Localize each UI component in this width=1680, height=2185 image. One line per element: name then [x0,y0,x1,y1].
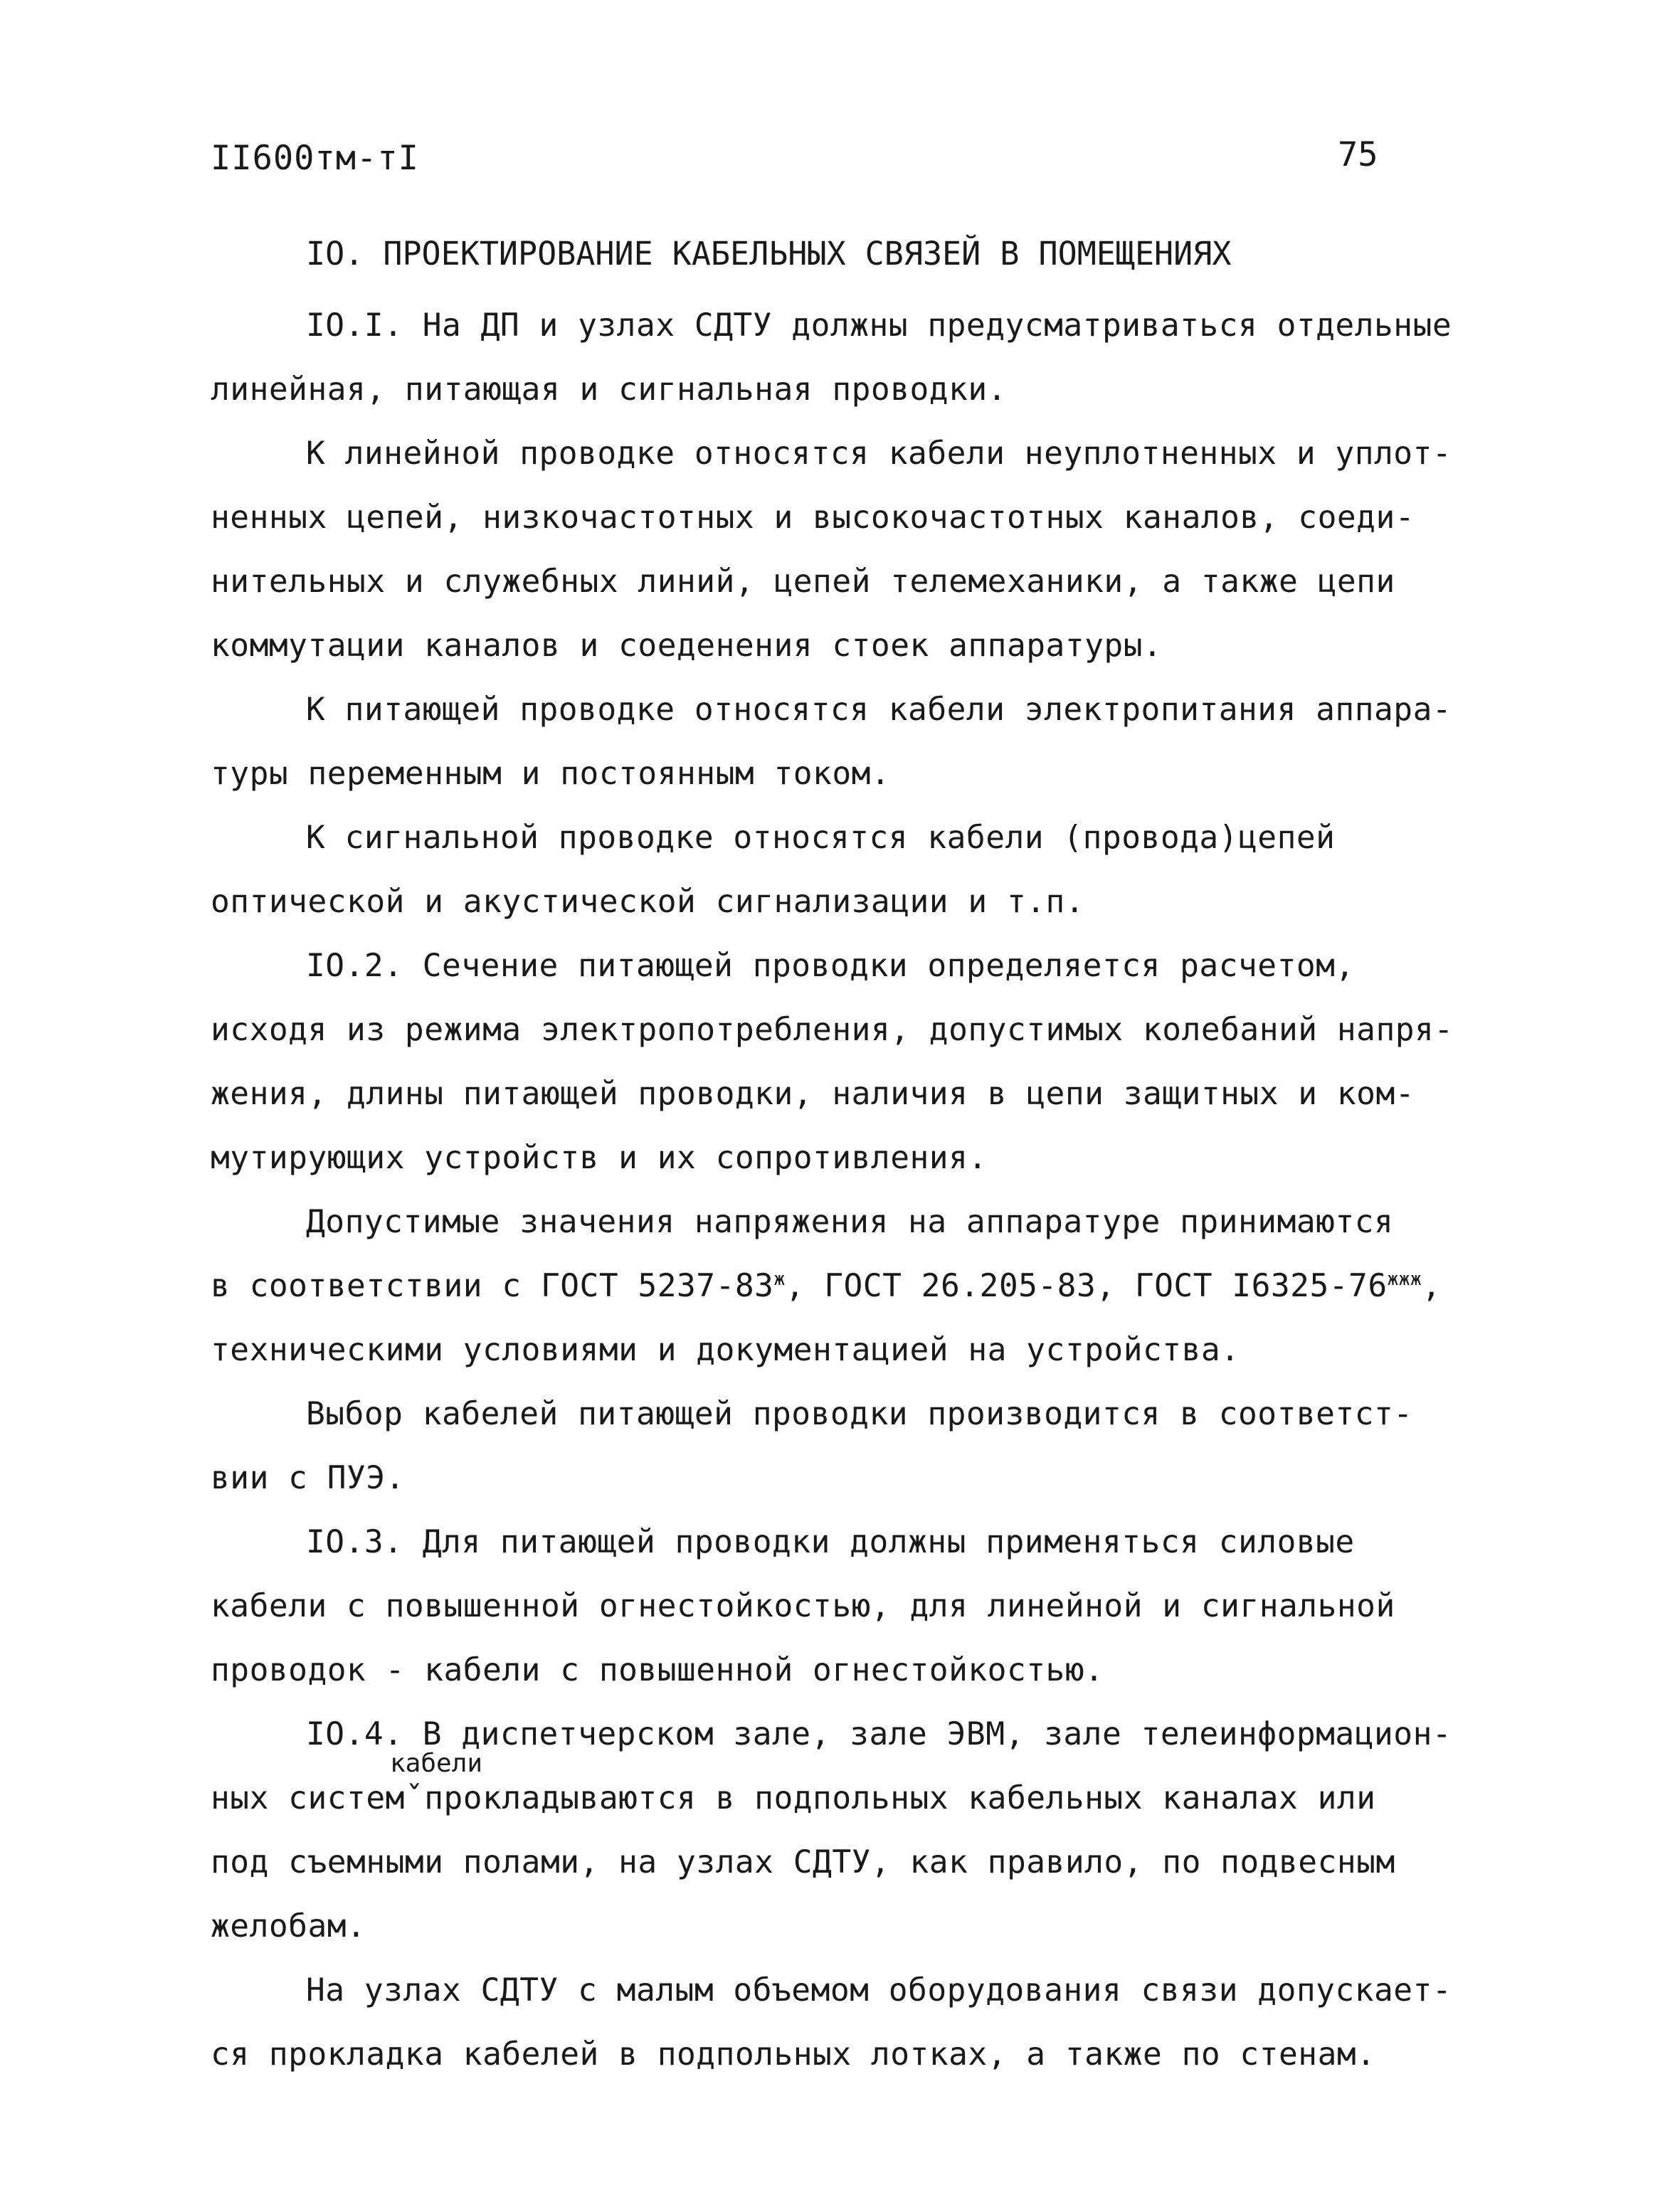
footnote-mark: ж [773,1269,786,1291]
paragraph-line: нительных и служебных линий, цепей телемеханики, а также цепи [211,564,1395,600]
paragraph-line: оптической и акустической сигнализации и т.п. [211,884,1085,920]
paragraph-line: вии с ПУЭ. [211,1460,405,1496]
paragraph-line: кабели с повышенной огнестойкостью, для линейной и сигнальной [211,1588,1395,1624]
paragraph-line: линейная, питающая и сигнальная проводки. [211,371,1007,408]
paragraph-line: IO.3. Для питающей проводки должны применяться силовые [306,1524,1355,1560]
paragraph-line: коммутации каналов и соеденения стоек аппаратуры. [211,628,1163,664]
paragraph-line: туры переменным и постоянным током. [211,756,891,792]
paragraph-line: К питающей проводке относятся кабели электропитания аппара- [306,692,1452,728]
paragraph-line: IO.2. Сечение питающей проводки определяется расчетом, [306,948,1355,984]
section-title: IO. ПРОЕКТИРОВАНИЕ КАБЕЛЬНЫХ СВЯЗЕЙ В ПОМЕЩЕНИЯХ [306,235,1232,273]
paragraph-line: К сигнальной проводке относятся кабели (провода)цепей [306,820,1336,856]
paragraph-line: под съемными полами, на узлах СДТУ, как правило, по подвесным [211,1844,1395,1880]
document-code: II600тм-тI [211,139,419,178]
footnote-mark: жжж [1387,1269,1422,1291]
paragraph-line: На узлах СДТУ с малым объемом оборудования связи допускает- [306,1972,1452,2009]
paragraph-line: ненных цепей, низкочастотных и высокочастотных каналов, соеди- [211,499,1415,536]
gost-text-1: в соответствии с ГОСТ 5237-83 [211,1268,774,1304]
paragraph-line: проводок - кабели с повышенной огнестойкостью. [211,1652,1104,1688]
paragraph-line-insert [211,1780,1376,1816]
paragraph-line: IO.I. На ДП и узлах СДТУ должны предусматриваться отдельные [306,307,1452,344]
insert-caret: ˇ [404,1780,425,1816]
line-part-2: прокладываются в подпольных кабельных каналах или [424,1780,1376,1816]
paragraph-line: жения, длины питающей проводки, наличия в цепи защитных и ком- [211,1076,1415,1112]
gost-text-2: , ГОСТ 26.205-83, ГОСТ I6325-76 [785,1268,1388,1304]
paragraph-line: ся прокладка кабелей в подпольных лотках, а также по стенам. [211,2036,1376,2073]
paragraph-line: мутирующих устройств и их сопротивления. [211,1140,988,1176]
paragraph-line: IO.4. В диспетчерском зале, зале ЭВМ, зале телеинформацион- [306,1716,1452,1752]
paragraph-line: желобам. [211,1908,366,1945]
paragraph-line: исходя из режима электропотребления, допустимых колебаний напря- [211,1012,1454,1048]
paragraph-line-gost [211,1268,1441,1304]
line-part-1: ных систем [211,1780,405,1816]
gost-text-3: , [1422,1268,1442,1304]
handwritten-insert: кабели [390,1749,483,1778]
paragraph-line: Выбор кабелей питающей проводки производится в соответст- [306,1396,1413,1432]
paragraph-line: Допустимые значения напряжения на аппаратуре принимаются [306,1204,1394,1240]
paragraph-line: К линейной проводке относятся кабели неуплотненных и уплот- [306,435,1452,472]
page-number: 75 [1338,135,1378,174]
paragraph-line: техническими условиями и документацией на устройства. [211,1332,1240,1368]
